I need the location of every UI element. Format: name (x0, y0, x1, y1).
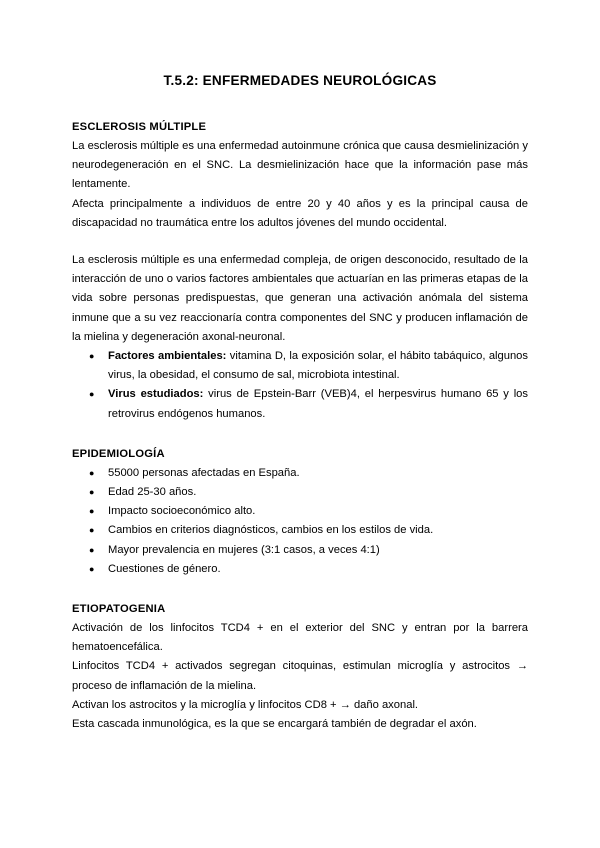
list-item (72, 347, 528, 385)
list-item (72, 560, 528, 579)
list-item-text: 55000 personas afectadas en España. (108, 466, 300, 479)
bullet-icon: ● (89, 525, 95, 536)
list-item (72, 541, 528, 560)
bullet-icon: ● (89, 563, 95, 574)
section-heading-esclerosis: ESCLEROSIS MÚLTIPLE (72, 121, 207, 133)
paragraph: Afecta principalmente a individuos de entre 20 y 40 años y es la principal causa de discapacidad no traumática entre los adultos jóvenes del mundo occidental. (72, 197, 528, 229)
paragraph: La esclerosis múltiple es una enfermedad compleja, de origen desconocido, resultado de la interacción de uno o varios factores ambientales que actuarían en las primeras etapas de la vida sobre personas predispuestas, que generan una activación anómala del sistema inmune que a su vez reaccionaría contra componentes del SNC y producen inflamación de la mielina y degeneración axonal-neuronal. (72, 254, 528, 343)
list-item-text: Impacto socioeconómico alto. (108, 505, 256, 518)
paragraph: Activan los astrocitos y la microglía y linfocitos CD8 + → daño axonal. (72, 698, 419, 711)
list-item (72, 385, 528, 423)
list-item (72, 483, 528, 502)
list-item-text: Cuestiones de género. (108, 562, 221, 575)
list-item-text: Mayor prevalencia en mujeres (3:1 casos, a veces 4:1) (108, 543, 380, 556)
paragraph: Activación de los linfocitos TCD4 + en el exterior del SNC y entran por la barrera hematoencefálica. (72, 622, 528, 654)
list-item-text: vitamina D, la exposición solar, el hábito tabáquico, algunos virus, la obesidad, el consumo de sal, microbiota intestinal. (108, 350, 529, 382)
page-title: T.5.2: ENFERMEDADES NEUROLÓGICAS (163, 73, 437, 88)
bullet-icon: ● (89, 351, 95, 362)
bullet-icon: ● (89, 506, 95, 517)
list-item-text: Edad 25-30 años. (108, 486, 197, 499)
section-heading-etiopatogenia: ETIOPATOGENIA (72, 603, 166, 616)
bullet-icon: ● (89, 544, 95, 555)
list-item-text: virus de Epstein-Barr (VEB)4, el herpesvirus humano 65 y los retrovirus endógenos humanos. (108, 388, 528, 420)
bullet-icon: ● (89, 467, 95, 478)
list-item-label: Factores ambientales: (108, 350, 227, 363)
document-body (72, 118, 528, 734)
list-item (72, 464, 528, 483)
list-item-label: Virus estudiados: (108, 388, 204, 401)
paragraph: Esta cascada inmunológica, es la que se encargará también de degradar el axón. (72, 718, 477, 731)
list-item (72, 521, 528, 540)
section-heading-epidemiologia: EPIDEMIOLOGÍA (72, 447, 165, 460)
paragraph: La esclerosis múltiple es una enfermedad autoinmune crónica que causa desmielinización y neurodegeneración en el SNC. La desmielinización hace que la información pase más lentamente. (72, 140, 528, 191)
bullet-icon: ● (89, 389, 95, 400)
bullet-icon: ● (89, 487, 95, 498)
list-item (72, 502, 528, 521)
list-item-text: Cambios en criterios diagnósticos, cambios en los estilos de vida. (108, 524, 434, 537)
bullet-list-epidemiologia (72, 464, 528, 579)
paragraph: Linfocitos TCD4 + activados segregan citoquinas, estimulan microglía y astrocitos → proceso de inflamación de la mielina. (72, 660, 528, 692)
bullet-list-factors (72, 347, 528, 424)
